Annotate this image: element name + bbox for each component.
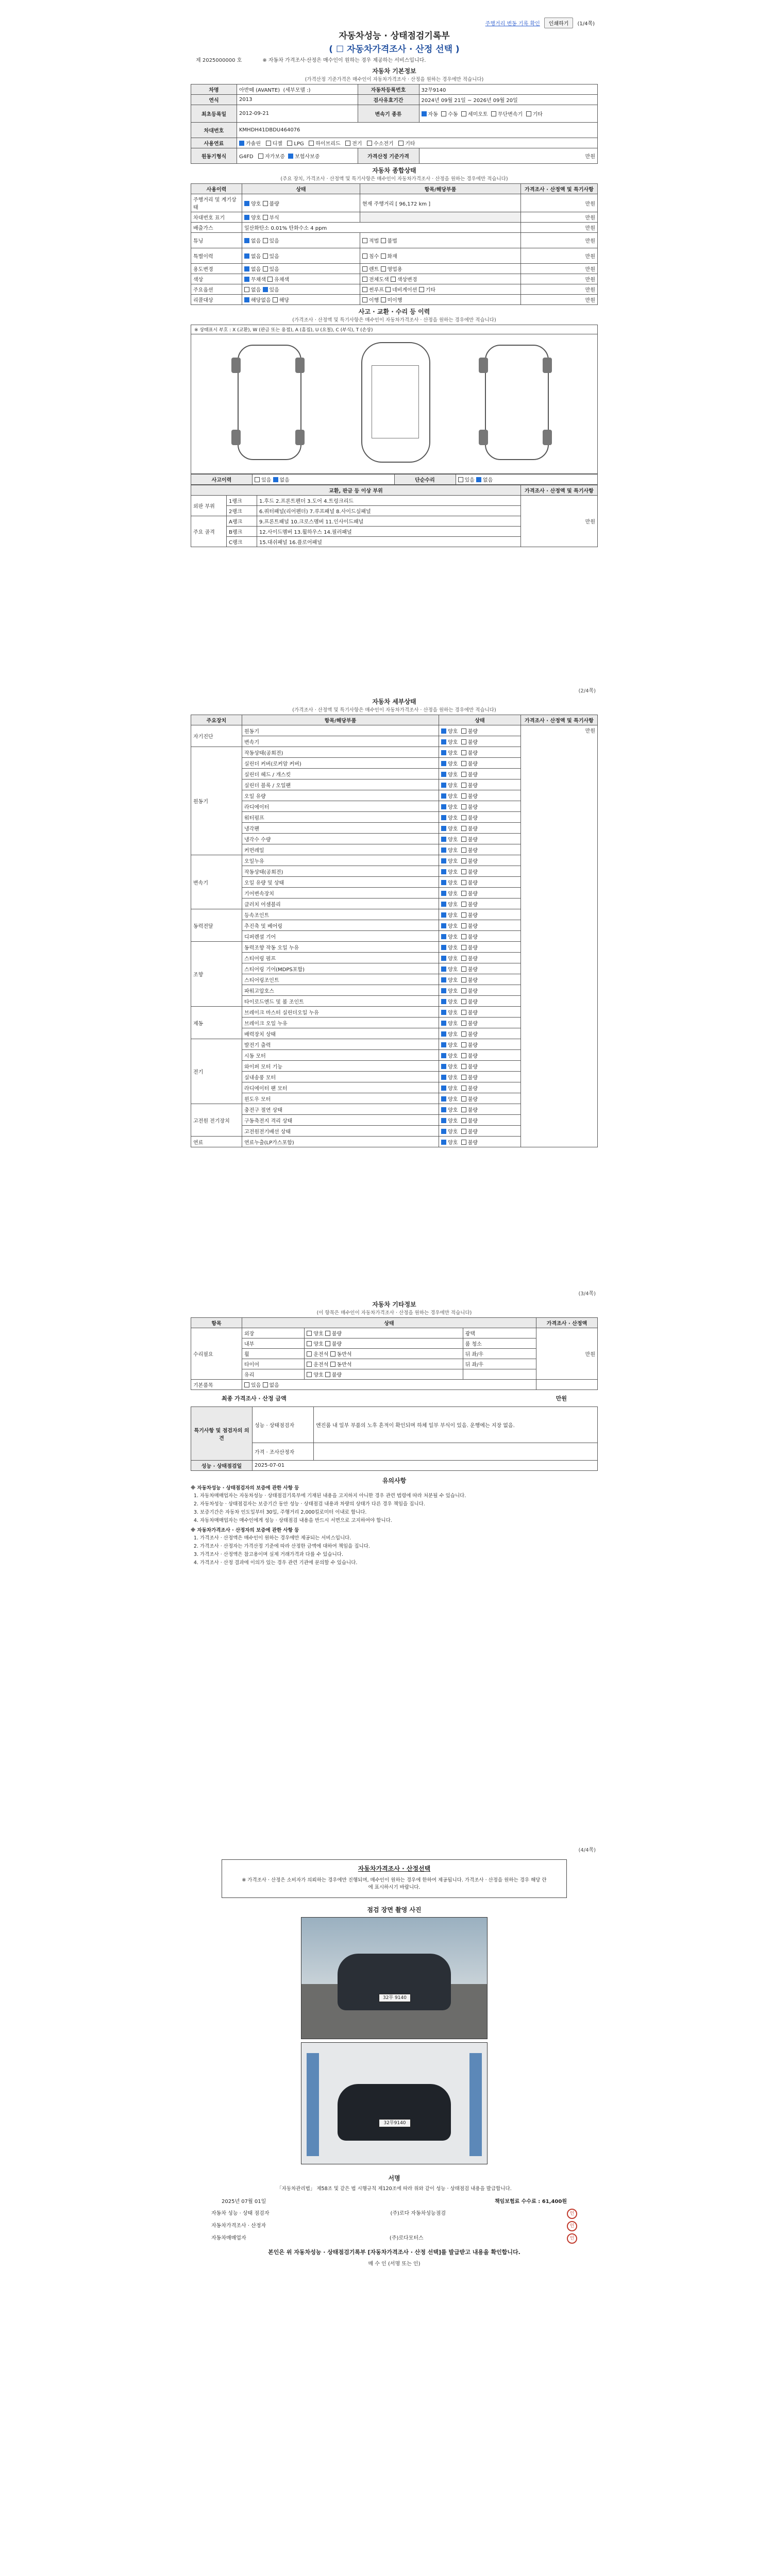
detail-item-label: 와이퍼 모터 기능: [242, 1061, 439, 1072]
detail-item-status: 양호 불량: [439, 1137, 521, 1147]
state-col-header: 상태: [242, 184, 360, 194]
sign-date-row: 2025년 07월 01일 책임보험료 수수료 : 61,400원: [222, 2199, 567, 2205]
frame-table: 교환, 판금 등 이상 부위 가격조사 · 산정액 및 특기사항 외판 부위 1랭크 1.후드 2.프론트펜더 3.도어 4.트렁크리드 만원 2랭크 6.쿼터패널(리어펜더) 7.루프패널 8.사이드실패널 주요 골격 A랭크 9.프론트패널 10.크로스멤버 11.인사이드패널 B랭크 12.사이드멤버 13.휠하우스 14.필러패널 C랭크 15.대쉬패널 16.플로어패널: [191, 485, 598, 547]
detail-item-label: 고전원전기배선 상태: [242, 1126, 439, 1137]
frame-title: 교환, 판금 등 이상 부위: [191, 485, 521, 496]
detail-group-label: 제동: [191, 1007, 242, 1039]
state-row-label: 주행거리 및 계기상태: [191, 194, 242, 212]
state-row-label: 용도변경: [191, 264, 242, 274]
detail-group-label: 변속기: [191, 855, 242, 909]
special-table: 특기사항 및 점검자의 의견 성능 · 상태점검자 엔진룸 내 일부 부품의 노후 흔적이 확인되며 하체 일부 부식이 있음. 운행에는 지장 없음. 가격 · 조사산정자 성능 · 상태점검일 2025-07-01: [191, 1406, 598, 1471]
detail-item-label: 동력조향 작동 오일 누유: [242, 942, 439, 953]
detail-item-label: 실린더 블록 / 오일팬: [242, 779, 439, 790]
detail-item-status: 양호 불량: [439, 963, 521, 974]
detail-item-status: 양호 불량: [439, 996, 521, 1007]
detail-item-label: 파워고압호스: [242, 985, 439, 996]
buyer-sign: 매 수 인 (서명 또는 인): [368, 2261, 421, 2267]
state-row-label: 튜닝: [191, 233, 242, 248]
state-col-header: 항목/해당부품: [360, 184, 521, 194]
detail-item-label: 스티어링 펌프: [242, 953, 439, 963]
page-3: [191, 1288, 598, 1834]
detail-note: (가격조사 · 산정액 및 특기사항은 매수인이 자동차가격조사 · 산정을 원하는 경우에만 적습니다): [292, 707, 496, 713]
doc-meta: [191, 55, 598, 64]
state-row-label: 특별이력: [191, 248, 242, 264]
detail-item-label: 스티어링 기어(MDPS포함): [242, 963, 439, 974]
page-1: [191, 15, 598, 672]
detail-item-status: 양호 불량: [439, 974, 521, 985]
detail-item-status: 양호 불량: [439, 1039, 521, 1050]
detail-group-label: 원동기: [191, 747, 242, 855]
page-2: [191, 685, 598, 1278]
other-note: (이 항목은 매수인이 자동차가격조사 · 산정을 원하는 경우에만 적습니다): [316, 1310, 472, 1316]
detail-item-label: 타이로드엔드 및 볼 조인트: [242, 996, 439, 1007]
inspection-photo-lift: [301, 2042, 488, 2164]
state-row-label: 주요옵션: [191, 284, 242, 295]
detail-table: 주요장치 항목/해당부품 상태 가격조사 · 산정액 및 특기사항 자기진단 원동기 양호 불량 만원 변속기 양호 불량 원동기 작동상태(공회전) 양호 불량 실린더 커버(로커암 커버) 양호 불량 실린더 헤드 / 개스킷 양호 불량 실린더 블록 / 오일팬 양호 불량 오일 유량 양호 불량 라디에이터 양호 불량 워터펌프 양호 불량 냉각팬 양호 불량 냉각수 수량 양호 불량 커먼레일 양호 불량 변속기 오일누유 양호 불량 작동상태(공회전) 양호 불량 오일 유량 및 상태 양호 불량 기어변속장치 양호 불량 클러치 어셈블리 양호 불량 동력전달 등속조인트 양호 불량 추진축 및 베어링 양호 불량 디퍼렌셜 기어 양호 불량 조향 동력조향 작동 오일 누유 양호 불량 스티어링 펌프 양호 불량 스티어링 기어(MDPS포함) 양호 불량 스티어링조인트 양호 불량 파워고압호스 양호 불량 타이로드엔드 및 볼 조인트 양호 불량 제동 브레이크 마스터 실린더오일 누유 양호 불량 브레이크 오일 누유 양호 불량 배력장치 상태 양호 불량 전기 발전기 출력 양호 불량 시동 모터 양호 불량 와이퍼 모터 기능 양호 불량 실내송풍 모터 양호 불량 라디에이터 팬 모터 양호 불량 윈도우 모터 양호 불량 고전원 전기장치 충전구 절연 상태 양호 불량 구동축전지 격리 상태 양호 불량 고전원전기배선 상태 양호 불량 연료 연료누출(LP가스포함) 양호 불량: [191, 715, 598, 1147]
detail-item-status: 양호 불량: [439, 888, 521, 899]
other-table: 항목 상태 가격조사 · 산정액 수리필요 외장 양호 불량 광택 만원 내부 양호 불량 룸 청소 휠 운전석 동반석 뒤 좌/우 타이어 운전석 동반석 뒤 좌/우 유리 양호 불량 기본품목 있음 없음: [191, 1317, 598, 1390]
detail-item-status: 양호 불량: [439, 931, 521, 942]
detail-item-status: 양호 불량: [439, 736, 521, 747]
detail-item-label: 윈도우 모터: [242, 1093, 439, 1104]
first-reg-value: 2012-09-21: [237, 105, 358, 123]
detail-item-label: 브레이크 마스터 실린더오일 누유: [242, 1007, 439, 1018]
detail-item-status: 양호 불량: [439, 1126, 521, 1137]
detail-item-label: 라디에이터: [242, 801, 439, 812]
detail-item-status: 양호 불량: [439, 1072, 521, 1082]
state-row-label: 배출가스: [191, 223, 242, 233]
state-title: 자동차 종합상태: [372, 167, 416, 174]
year-label: 연식: [191, 95, 237, 105]
detail-item-label: 추진축 및 베어링: [242, 920, 439, 931]
name-value: 아반떼 (AVANTE) (세부모델 :): [237, 84, 358, 95]
state-note: (주요 장치, 가격조사 · 산정액 및 특기사항은 매수인이 자동차가격조사 · 산정을 원하는 경우에만 적습니다): [280, 176, 508, 182]
detail-item-status: 양호 불량: [439, 1061, 521, 1072]
price-label: 가격산정 기준가격: [358, 148, 419, 164]
detail-item-status: 양호 불량: [439, 1093, 521, 1104]
detail-item-status: 양호 불량: [439, 725, 521, 736]
regno-value: 32무9140: [419, 84, 597, 95]
page-number: (1/4쪽): [577, 21, 595, 27]
accident-note: (가격조사 · 산정액 및 특기사항은 매수인이 자동차가격조사 · 산정을 원하는 경우에만 적습니다): [292, 317, 496, 323]
seal-stamp: 인: [567, 2209, 577, 2219]
detail-item-label: 충전구 절연 상태: [242, 1104, 439, 1115]
document-title: 자동차성능 · 상태점검기록부: [339, 31, 450, 41]
detail-item-status: 양호 불량: [439, 1018, 521, 1028]
print-button[interactable]: 인쇄하기: [544, 18, 574, 28]
detail-item-label: 냉각수 수량: [242, 834, 439, 844]
detail-item-status: 양호 불량: [439, 758, 521, 769]
detail-item-status: 양호 불량: [439, 866, 521, 877]
basic-info-note: (가격산정 기준가격은 매수인이 자동차가격조사 · 산정을 원하는 경우에만 적습니다): [305, 77, 484, 82]
page-number: (3/4쪽): [578, 1291, 596, 1297]
first-reg-label: 최초등록일: [191, 105, 237, 123]
engine-value: G4FD 자가보증 보험사보증: [237, 148, 358, 164]
doc-number: 제 2025000000 호: [196, 58, 242, 63]
detail-item-label: 기어변속장치: [242, 888, 439, 899]
license-plate: 32무 9140: [379, 1994, 411, 2002]
detail-item-label: 시동 모터: [242, 1050, 439, 1061]
detail-item-label: 작동상태(공회전): [242, 866, 439, 877]
period-value: 2024년 09월 21일 ~ 2026년 09월 20일: [419, 95, 597, 105]
checkbox-icon: [422, 111, 427, 116]
detail-item-label: 오일 유량 및 상태: [242, 877, 439, 888]
detail-item-status: 양호 불량: [439, 899, 521, 909]
bottom-confirmation: 본인은 위 자동차성능 · 상태점검기록부 [자동차가격조사 · 산정 선택]를 발급받고 내용을 확인합니다.: [268, 2249, 520, 2256]
vin-label: 차대번호: [191, 123, 237, 138]
state-row-label: 차대번호 표기: [191, 212, 242, 223]
notice-title: 유의사항: [382, 1477, 407, 1484]
photo-title: 점검 장면 촬영 사진: [367, 1906, 422, 1913]
car-outline-icon: [485, 345, 549, 460]
year-value: 2013: [237, 95, 358, 105]
detail-item-label: 라디에이터 팬 모터: [242, 1082, 439, 1093]
detail-group-label: 고전원 전기장치: [191, 1104, 242, 1137]
checkbox-icon: [441, 111, 446, 116]
detail-item-label: 구동축전지 격리 상태: [242, 1115, 439, 1126]
detail-item-label: 실내송풍 모터: [242, 1072, 439, 1082]
exterior-label: 수리필요: [191, 1328, 242, 1380]
detail-item-label: 원동기: [242, 725, 439, 736]
state-row-label: 리콜대상: [191, 295, 242, 305]
doc-note: ※ 자동차 가격조사·산정은 매수인이 원하는 경우 제공하는 서비스입니다.: [262, 58, 426, 63]
seal-stamp: 인: [567, 2233, 577, 2244]
detail-item-status: 양호 불량: [439, 747, 521, 758]
detail-item-status: 양호 불량: [439, 909, 521, 920]
detail-item-status: 양호 불량: [439, 920, 521, 931]
detail-item-label: 오일 유량: [242, 790, 439, 801]
detail-item-status: 양호 불량: [439, 1050, 521, 1061]
sign-note: 「자동차관리법」 제58조 및 같은 법 시행규칙 제120조에 따라 위와 같이 성능 · 상태점검 내용을 발급합니다.: [277, 2186, 512, 2192]
detail-item-label: 작동상태(공회전): [242, 747, 439, 758]
detail-item-label: 실린더 헤드 / 개스킷: [242, 769, 439, 779]
detail-item-status: 양호 불량: [439, 942, 521, 953]
detail-group-label: 연료: [191, 1137, 242, 1147]
repair-label: 단순수리: [394, 474, 456, 485]
document-subtitle: ( ☐ 자동차가격조사 · 산정 선택 ): [329, 44, 460, 55]
detail-item-label: 워터펌프: [242, 812, 439, 823]
detail-item-label: 변속기: [242, 736, 439, 747]
state-row-label: 색상: [191, 274, 242, 284]
detail-item-label: 오일누유: [242, 855, 439, 866]
mileage-history-link[interactable]: 주행거리 변동 기록 확인: [485, 21, 540, 27]
car-diagram: [191, 334, 598, 474]
detail-item-label: 스티어링조인트: [242, 974, 439, 985]
notice-block: ※ 자동차성능 · 상태점검자의 보증에 관한 사항 등 1. 자동차매매업자는 자동차성능 · 상태점검기록부에 기재된 내용을 고지하지 아니한 경우 관련 법령에 따라 처분될 수 있습니다. 2. 자동차성능 · 상태점검자는 보증기간 동안 성능 · 상태점검 내용과 차량의 상태가 다른 경우 책임을 집니다. 3. 보증기간은 자동차 인도일부터 30일, 주행거리 2,000킬로미터 이내로 합니다. 4. 자동차매매업자는 매수인에게 성능 · 상태점검 내용을 반드시 서면으로 고지하여야 합니다. ※ 자동차가격조사 · 산정자의 보증에 관한 사항 등 1. 가격조사 · 산정액은 매수인이 원하는 경우에만 제공되는 서비스입니다. 2. 가격조사 · 산정자는 가격산정 기준에 따라 산정한 금액에 대하여 책임을 집니다. 3. 가격조사 · 산정액은 참고용이며 실제 거래가격과 다를 수 있습니다. 4. 가격조사 · 산정 결과에 이의가 있는 경우 관련 기관에 문의할 수 있습니다.: [191, 1485, 598, 1566]
accident-label: 사고이력: [191, 474, 253, 485]
detail-item-status: 양호 불량: [439, 834, 521, 844]
license-plate: 32무9140: [379, 2119, 411, 2127]
sign-title: 서명: [388, 2175, 400, 2182]
accident-title: 사고 · 교환 · 수리 등 이력: [358, 308, 430, 315]
detail-item-status: 양호 불량: [439, 1028, 521, 1039]
detail-item-status: 양호 불량: [439, 801, 521, 812]
basic-info-title: 자동차 기본정보: [372, 67, 416, 75]
detail-group-label: 조향: [191, 942, 242, 1007]
detail-group-label: 동력전달: [191, 909, 242, 942]
detail-item-label: 클러치 어셈블리: [242, 899, 439, 909]
detail-item-label: 냉각팬: [242, 823, 439, 834]
detail-item-label: 배력장치 상태: [242, 1028, 439, 1039]
detail-item-status: 양호 불량: [439, 823, 521, 834]
signers: 자동차 성능 · 상태 점검자 (주)로다 자동차성능점검 인 자동차가격조사 · 산정자 인 자동차매매업자 (주)로다모터스 인: [191, 2208, 598, 2245]
page-number: (2/4쪽): [578, 688, 596, 694]
detail-title: 자동차 세부상태: [372, 698, 416, 705]
inspection-photo-front: [301, 1917, 488, 2039]
checkbox-icon: [526, 111, 531, 116]
detail-item-label: 실린더 커버(로커암 커버): [242, 758, 439, 769]
detail-group-label: 전기: [191, 1039, 242, 1104]
price-select-box: 자동차가격조사 · 산정선택 ※ 가격조사 · 산정은 소비자가 의뢰하는 경우에만 진행되며, 매수인이 원하는 경우에 한하여 제공됩니다. 가격조사 · 산정을 원하는 경우 해당 란에 표시하시기 바랍니다.: [222, 1859, 567, 1898]
detail-item-label: 등속조인트: [242, 909, 439, 920]
detail-item-label: 디퍼렌셜 기어: [242, 931, 439, 942]
detail-item-status: 양호 불량: [439, 1007, 521, 1018]
detail-item-status: 양호 불량: [439, 855, 521, 866]
detail-item-status: 양호 불량: [439, 953, 521, 963]
detail-item-label: 발전기 출력: [242, 1039, 439, 1050]
detail-item-status: 양호 불량: [439, 1082, 521, 1093]
state-table: 사용이력 상태 항목/해당부품 가격조사 · 산정액 및 특기사항 주행거리 및 계기상태 양호 불량 현재 주행거리 [ 96,172 km ] 만원 차대번호 표기 양호 부식 만원 배출가스 일산화탄소 0.01% 탄화수소 4 ppm 만원 튜닝 없음 있음 적법 불법 만원 특별이력 없음 있음 침수 화재 만원 용도변경 없음 있음 렌트 영업용 만원 색상 무채색 유채색 전체도색 색상변경 만원 주요옵션 없음 있음 썬루프 네비게이션 기타 만원 리콜대상 해당없음 해당 이행 미이행 만원: [191, 183, 598, 305]
fuel-options: 가솔린 디젤 LPG 하이브리드 전기 수소전기 기타: [237, 138, 598, 148]
detail-group-label: 자기진단: [191, 725, 242, 747]
trans-options: 자동 수동 세미오토 무단변속기 기타: [419, 105, 597, 123]
page-number: (4/4쪽): [578, 1848, 596, 1853]
other-title: 자동차 기타정보: [372, 1301, 416, 1308]
detail-item-status: 양호 불량: [439, 812, 521, 823]
regno-label: 자동차등록번호: [358, 84, 419, 95]
checkbox-icon: [491, 111, 496, 116]
detail-item-status: 양호 불량: [439, 1104, 521, 1115]
vin-value: KMHDH41DBDU464076: [237, 123, 598, 138]
detail-item-status: 양호 불량: [439, 1115, 521, 1126]
table-row: [191, 725, 598, 736]
checkbox-icon: [461, 111, 466, 116]
detail-item-label: 연료누출(LP가스포함): [242, 1137, 439, 1147]
fuel-label: 사용연료: [191, 138, 237, 148]
top-toolbar: [191, 15, 598, 30]
accident-summary: 사고이력 있음 없음 단순수리 있음 없음: [191, 474, 598, 485]
detail-item-status: 양호 불량: [439, 844, 521, 855]
detail-item-status: 양호 불량: [439, 985, 521, 996]
detail-item-status: 양호 불량: [439, 877, 521, 888]
engine-label: 원동기형식: [191, 148, 237, 164]
detail-item-status: 양호 불량: [439, 769, 521, 779]
trans-label: 변속기 종류: [358, 105, 419, 123]
detail-item-label: 커먼레일: [242, 844, 439, 855]
detail-item-status: 양호 불량: [439, 790, 521, 801]
state-col-header: 사용이력: [191, 184, 242, 194]
state-col-header: 가격조사 · 산정액 및 특기사항: [521, 184, 598, 194]
page-4: [191, 1844, 598, 2561]
detail-item-status: 양호 불량: [439, 779, 521, 790]
final-price-row: 최종 가격조사 · 산정 금액 만원: [222, 1395, 567, 1402]
price-unit: 만원: [419, 148, 597, 164]
period-label: 검사유효기간: [358, 95, 419, 105]
basic-info-table: [191, 84, 598, 164]
car-outline-icon: [238, 345, 301, 460]
name-label: 차명: [191, 84, 237, 95]
seal-stamp: 인: [567, 2221, 577, 2231]
accident-legend: ※ 상태표시 부호 : X (교환), W (판금 또는 용접), A (흠집), U (요철), C (부식), T (손상): [191, 325, 598, 334]
detail-item-label: 브레이크 오일 누유: [242, 1018, 439, 1028]
detail-price-cell: 만원: [521, 725, 598, 1147]
